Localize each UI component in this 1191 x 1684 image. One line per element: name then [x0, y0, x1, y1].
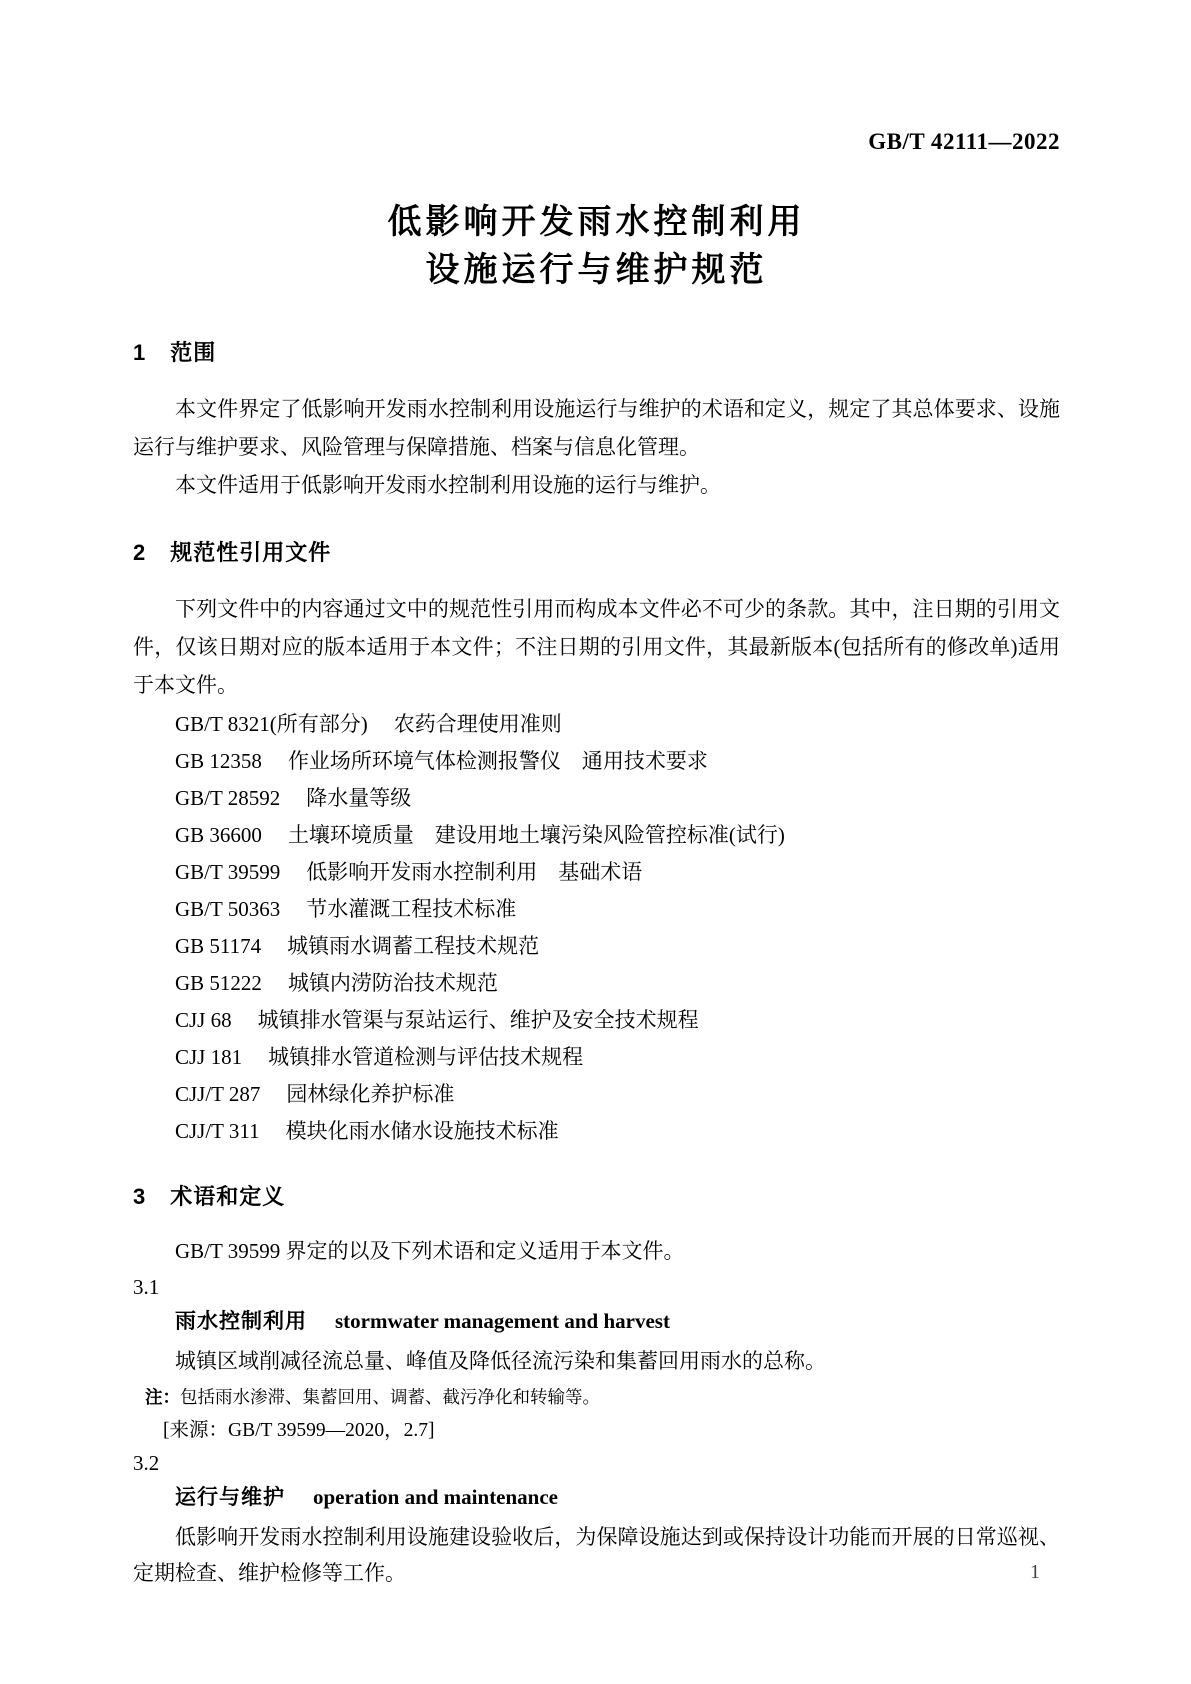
term-id: 3.2: [133, 1451, 160, 1475]
reference-item: [133, 928, 1060, 965]
term-line: [133, 1304, 1060, 1341]
reference-code: CJJ/T 287: [175, 1082, 261, 1106]
term-line: [133, 1480, 1060, 1517]
reference-item: [133, 1002, 1060, 1039]
reference-code: GB/T 50363: [175, 897, 281, 921]
normative-reference-list: [133, 706, 1060, 1150]
note-label: 注：: [145, 1387, 180, 1407]
reference-code: CJJ 181: [175, 1045, 243, 1069]
term-chinese: 雨水控制利用: [175, 1310, 307, 1333]
page-number: 1: [1030, 1561, 1040, 1583]
reference-item: [133, 1113, 1060, 1150]
section-2-number: 2: [133, 540, 147, 565]
section-1-paragraph-1: 本文件界定了低影响开发雨水控制利用设施运行与维护的术语和定义，规定了其总体要求、设施运行与维护要求、风险管理与保障措施、档案与信息化管理。: [133, 397, 1060, 459]
section-2-title: 规范性引用文件: [170, 540, 332, 565]
term-definition: 城镇区域削减径流总量、峰值及降低径流污染和集蓄回用雨水的总称。: [175, 1349, 826, 1373]
standard-code: GB/T 42111—2022: [868, 129, 1060, 154]
reference-item: [133, 1039, 1060, 1076]
reference-code: GB 51174: [175, 934, 262, 958]
reference-title: 模块化雨水储水设施技术标准: [285, 1119, 559, 1143]
section-1-number: 1: [133, 340, 147, 365]
term-english: operation and maintenance: [313, 1485, 559, 1509]
reference-code: GB 36600: [175, 823, 262, 847]
reference-title: 城镇内涝防治技术规范: [287, 971, 498, 995]
reference-title: 节水灌溉工程技术标准: [306, 897, 517, 921]
reference-item: [133, 854, 1060, 891]
reference-item: [133, 1076, 1060, 1113]
section-3-heading: [133, 1184, 1060, 1210]
term-note: [133, 1383, 1060, 1411]
section-1-title: 范围: [170, 340, 217, 365]
term-chinese: 运行与维护: [175, 1486, 285, 1509]
section-3-number: 3: [133, 1184, 147, 1209]
section-3-title: 术语和定义: [170, 1184, 286, 1209]
reference-code: GB/T 39599: [175, 860, 281, 884]
reference-title: 土壤环境质量 建设用地土壤污染风险管控标准(试行): [287, 823, 785, 847]
reference-item: [133, 817, 1060, 854]
reference-title: 降水量等级: [306, 786, 412, 810]
term-id: 3.1: [133, 1275, 160, 1299]
reference-item: [133, 891, 1060, 928]
section-1-paragraph-2: 本文件适用于低影响开发雨水控制利用设施的运行与维护。: [175, 473, 721, 497]
reference-item: [133, 780, 1060, 817]
reference-title: 城镇排水管道检测与评估技术规程: [268, 1045, 584, 1069]
document-title-line2: 设施运行与维护规范: [425, 251, 768, 289]
reference-code: CJJ 68: [175, 1008, 232, 1032]
section-1-heading: [133, 340, 1060, 366]
reference-code: GB/T 8321(所有部分): [175, 712, 368, 736]
reference-title: 作业场所环境气体检测报警仪 通用技术要求: [287, 749, 708, 773]
reference-title: 农药合理使用准则: [393, 712, 562, 736]
reference-code: GB 51222: [175, 971, 262, 995]
document-title: [133, 198, 1060, 294]
term-entry-3-2: [133, 1446, 1060, 1591]
reference-title: 城镇雨水调蓄工程技术规范: [287, 934, 540, 958]
section-2-intro: 下列文件中的内容通过文中的规范性引用而构成本文件必不可少的条款。其中，注日期的引用文件，仅该日期对应的版本适用于本文件；不注日期的引用文件，其最新版本(包括所有的修改单)适用于本文件。: [133, 597, 1060, 697]
term-english: stormwater management and harvest: [335, 1309, 670, 1333]
document-title-line1: 低影响开发雨水控制利用: [387, 203, 806, 241]
reference-code: GB 12358: [175, 749, 262, 773]
reference-title: 城镇排水管渠与泵站运行、维护及安全技术规程: [257, 1008, 699, 1032]
reference-item: [133, 965, 1060, 1002]
note-body: 包括雨水渗滞、集蓄回用、调蓄、截污净化和转输等。: [180, 1387, 600, 1407]
term-entry-3-1: [133, 1270, 1060, 1446]
reference-item: [133, 743, 1060, 780]
reference-code: CJJ/T 311: [175, 1119, 260, 1143]
term-source: [来源：GB/T 39599—2020，2.7]: [163, 1420, 435, 1441]
section-2-heading: [133, 540, 1060, 566]
section-3-intro: GB/T 39599 界定的以及下列术语和定义适用于本文件。: [175, 1239, 685, 1263]
reference-item: [133, 706, 1060, 743]
term-definition: 低影响开发雨水控制利用设施建设验收后，为保障设施达到或保持设计功能而开展的日常巡视、定期检查、维护检修等工作。: [133, 1525, 1060, 1585]
reference-title: 低影响开发雨水控制利用 基础术语: [306, 860, 643, 884]
reference-code: GB/T 28592: [175, 786, 281, 810]
reference-title: 园林绿化养护标准: [286, 1082, 455, 1106]
